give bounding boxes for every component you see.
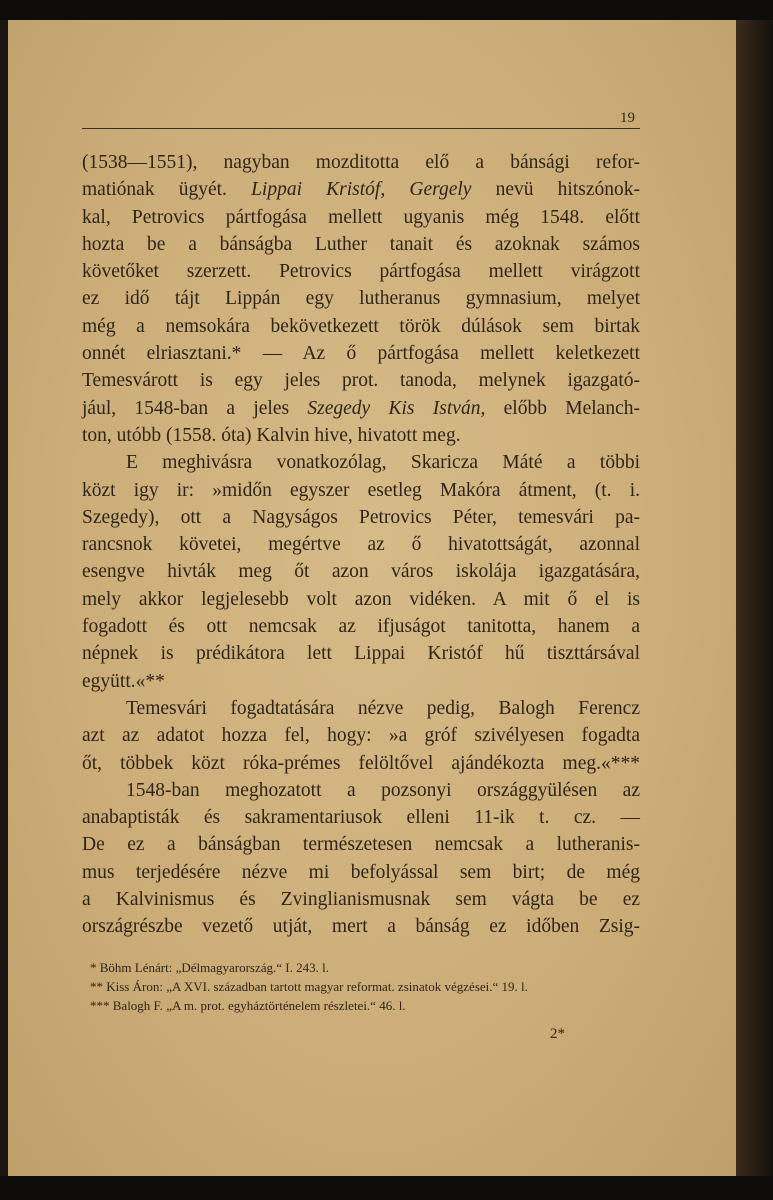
- text-line: [82, 367, 640, 394]
- footnote: *** Balogh F. „A m. prot. egyháztörténelem részletei.“ 46. l.: [90, 998, 406, 1013]
- text-line: [82, 176, 640, 203]
- text-segment: együtt.«**: [82, 670, 165, 692]
- signature-mark: 2*: [550, 1026, 565, 1042]
- text-line: [82, 149, 640, 176]
- text-line: [82, 804, 640, 831]
- text-segment: ez idő tájt Lippán egy lutheranus gymnasium, melyet: [82, 288, 640, 310]
- text-segment: a Kalvinismus és Zvinglianismusnak sem vágta be ez: [82, 889, 640, 911]
- text-segment: országrészbe vezető utját, mert a bánság ez időben Zsig-: [82, 916, 640, 938]
- text-segment: követőket szerzett. Petrovics pártfogása mellett virágzott: [82, 261, 640, 283]
- text-line: [82, 340, 640, 367]
- text-segment: jául, 1548-ban a jeles: [82, 397, 308, 419]
- text-line: [82, 859, 640, 886]
- text-segment: Temesvári fogadtatására nézve pedig, Balogh Ferencz: [126, 697, 640, 719]
- text-segment: azt az adatot hozza fel, hogy: »a gróf szivélyesen fogadta: [82, 725, 640, 747]
- text-line: [82, 449, 640, 476]
- text-segment: 1548-ban meghozatott a pozsonyi országgyülésen az: [126, 779, 640, 801]
- text-segment: népnek is prédikátora lett Lippai Kristóf hű tiszttársával: [82, 643, 640, 665]
- text-segment: mely akkor legjelesebb volt azon vidéken. A mit ő el is: [82, 588, 640, 610]
- text-segment: E meghivásra vonatkozólag, Skaricza Máté a többi: [126, 452, 640, 474]
- text-line: [82, 558, 640, 585]
- footnotes: [90, 958, 650, 1015]
- text-line: [82, 231, 640, 258]
- text-line: [82, 913, 640, 940]
- text-line: [82, 395, 640, 422]
- text-line: [82, 285, 640, 312]
- text-line: [82, 422, 640, 449]
- text-segment: mus terjedésére nézve mi befolyással sem birt; de még: [82, 861, 640, 883]
- book-binding: [736, 20, 773, 1176]
- text-line: [82, 640, 640, 667]
- header-rule: [82, 128, 640, 129]
- text-segment: rancsnok követei, megértve az ő hivatottságát, azonnal: [82, 534, 640, 556]
- text-segment: hozta be a bánságba Luther tanait és azoknak számos: [82, 233, 640, 255]
- text-line: [82, 695, 640, 722]
- text-line: [82, 777, 640, 804]
- body-text: [82, 149, 640, 941]
- text-segment: ton, utóbb (1558. óta) Kalvin hive, hivatott meg.: [82, 424, 461, 446]
- text-segment: De ez a bánságban természetesen nemcsak a lutheranis-: [82, 834, 640, 856]
- footnote: ** Kiss Áron: „A XVI. században tartott magyar reformat. zsinatok végzései.“ 19. l.: [90, 979, 528, 994]
- text-line: [82, 313, 640, 340]
- text-line: [82, 886, 640, 913]
- text-line: [82, 668, 640, 695]
- text-segment: esengve hivták meg őt azon város iskolája igazgatására,: [82, 561, 640, 583]
- text-segment: (1538—1551), nagyban mozditotta elő a bánsági refor-: [82, 152, 640, 173]
- text-line: [82, 504, 640, 531]
- text-line: [82, 831, 640, 858]
- text-segment: nevü hitszónok-: [471, 179, 641, 201]
- text-line: [82, 204, 640, 231]
- page-number: 19: [620, 110, 635, 126]
- text-line: [82, 258, 640, 285]
- text-segment: fogadott és ott nemcsak az ifjuságot tanitotta, hanem a: [82, 616, 640, 638]
- scan-bottom-edge: [0, 1176, 773, 1200]
- text-segment: anabaptisták és sakramentariusok elleni 11-ik t. cz. —: [82, 807, 640, 829]
- text-line: [82, 531, 640, 558]
- text-line: [82, 477, 640, 504]
- text-segment: még a nemsokára bekövetkezett török dúlások sem birtak: [82, 315, 640, 337]
- text-line: [82, 586, 640, 613]
- text-segment: őt, többek közt róka-prémes felöltővel ajándékozta meg.«***: [82, 752, 640, 774]
- text-line: [82, 613, 640, 640]
- text-segment: közt igy ir: »midőn egyszer esetleg Makóra átment, (t. i.: [82, 479, 640, 501]
- text-segment: onnét elriasztani.* — Az ő pártfogása mellett keletkezett: [82, 343, 640, 365]
- text-segment: Szegedy), ott a Nagyságos Petrovics Péter, temesvári pa-: [82, 506, 640, 528]
- text-segment: matiónak ügyét.: [82, 179, 252, 201]
- footnote: * Böhm Lénárt: „Délmagyarország.“ I. 243. l.: [90, 960, 329, 975]
- text-line: [82, 722, 640, 749]
- text-line: [82, 750, 640, 777]
- italic-name: Lippai Kristóf, Gergely: [251, 179, 472, 201]
- italic-name: Szegedy Kis István,: [307, 397, 486, 419]
- text-segment: kal, Petrovics pártfogása mellett ugyanis még 1548. előtt: [82, 206, 640, 228]
- scan-top-edge: [0, 0, 773, 20]
- text-segment: Temesvárott is egy jeles prot. tanoda, melynek igazgató-: [82, 370, 640, 392]
- text-segment: előbb Melanch-: [485, 397, 640, 419]
